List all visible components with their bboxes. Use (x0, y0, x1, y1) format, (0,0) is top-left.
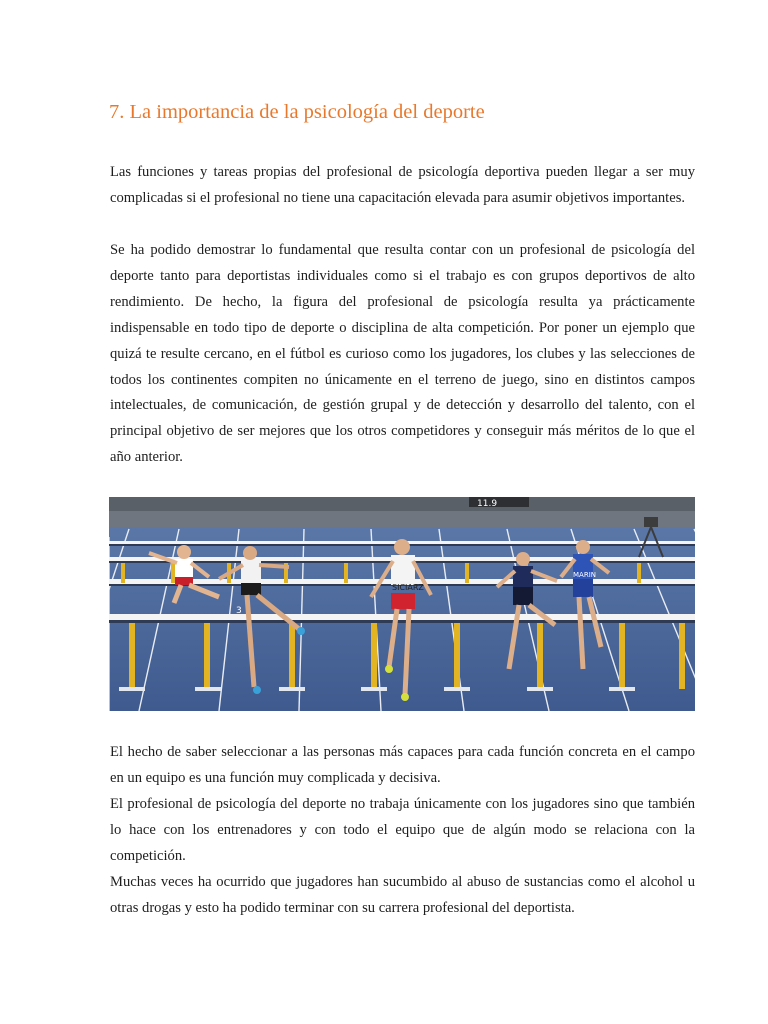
bib-siciarz: SICIARZ (392, 583, 424, 592)
paragraph-coaches: El profesional de psicología del deporte no trabaja únicamente con los jugadores sino que también lo hace con los entrenadores y con todo el equipo que de algún modo se relaciona con la competición. (110, 796, 695, 864)
hurdles-race-photo (109, 497, 695, 711)
scoreboard-text: 11.9 (477, 499, 498, 509)
paragraph-importance: Se ha podido demostrar lo fundamental que resulta contar con un profesional de psicología del deporte tanto para deportistas individuales como si el trabajo es con grupos deportivos de alto rendimiento. De hecho, la figura del profesional de psicología resulta ya prácticamente indispensable en todo tipo de deporte o disciplina de alta competición. Por poner un ejemplo que quizá te resulte cercano, en el fútbol es curioso como los jugadores, los clubes y las selecciones de todos los continentes compiten no únicamente en el terreno de juego, sino en distintos campos intelectuales, de comunicación, de gestión grupal y de detección y desarrollo del talento, con el principal objetivo de ser mejores que los otros competidores y conseguir más méritos de lo que el año anterior. (110, 242, 695, 466)
paragraph-intro: Las funciones y tareas propias del profesional de psicología deportiva pueden llegar a ser muy complicadas si el profesional no tiene una capacitación elevada para asumir objetivos importantes. (110, 164, 695, 206)
bib-marin: MARIN (573, 571, 596, 579)
paragraph-selection: El hecho de saber seleccionar a las personas más capaces para cada función concreta en el campo en un equipo es una función muy complicada y decisiva. (110, 744, 695, 786)
section-heading: 7. La importancia de la psicología del deporte (109, 101, 485, 123)
paragraph-substances: Muchas veces ha ocurrido que jugadores han sucumbido al abuso de sustancias como el alcohol u otras drogas y esto ha podido terminar con su carrera profesional del deportista. (110, 874, 695, 916)
bib-number-3: 3 (236, 606, 242, 616)
